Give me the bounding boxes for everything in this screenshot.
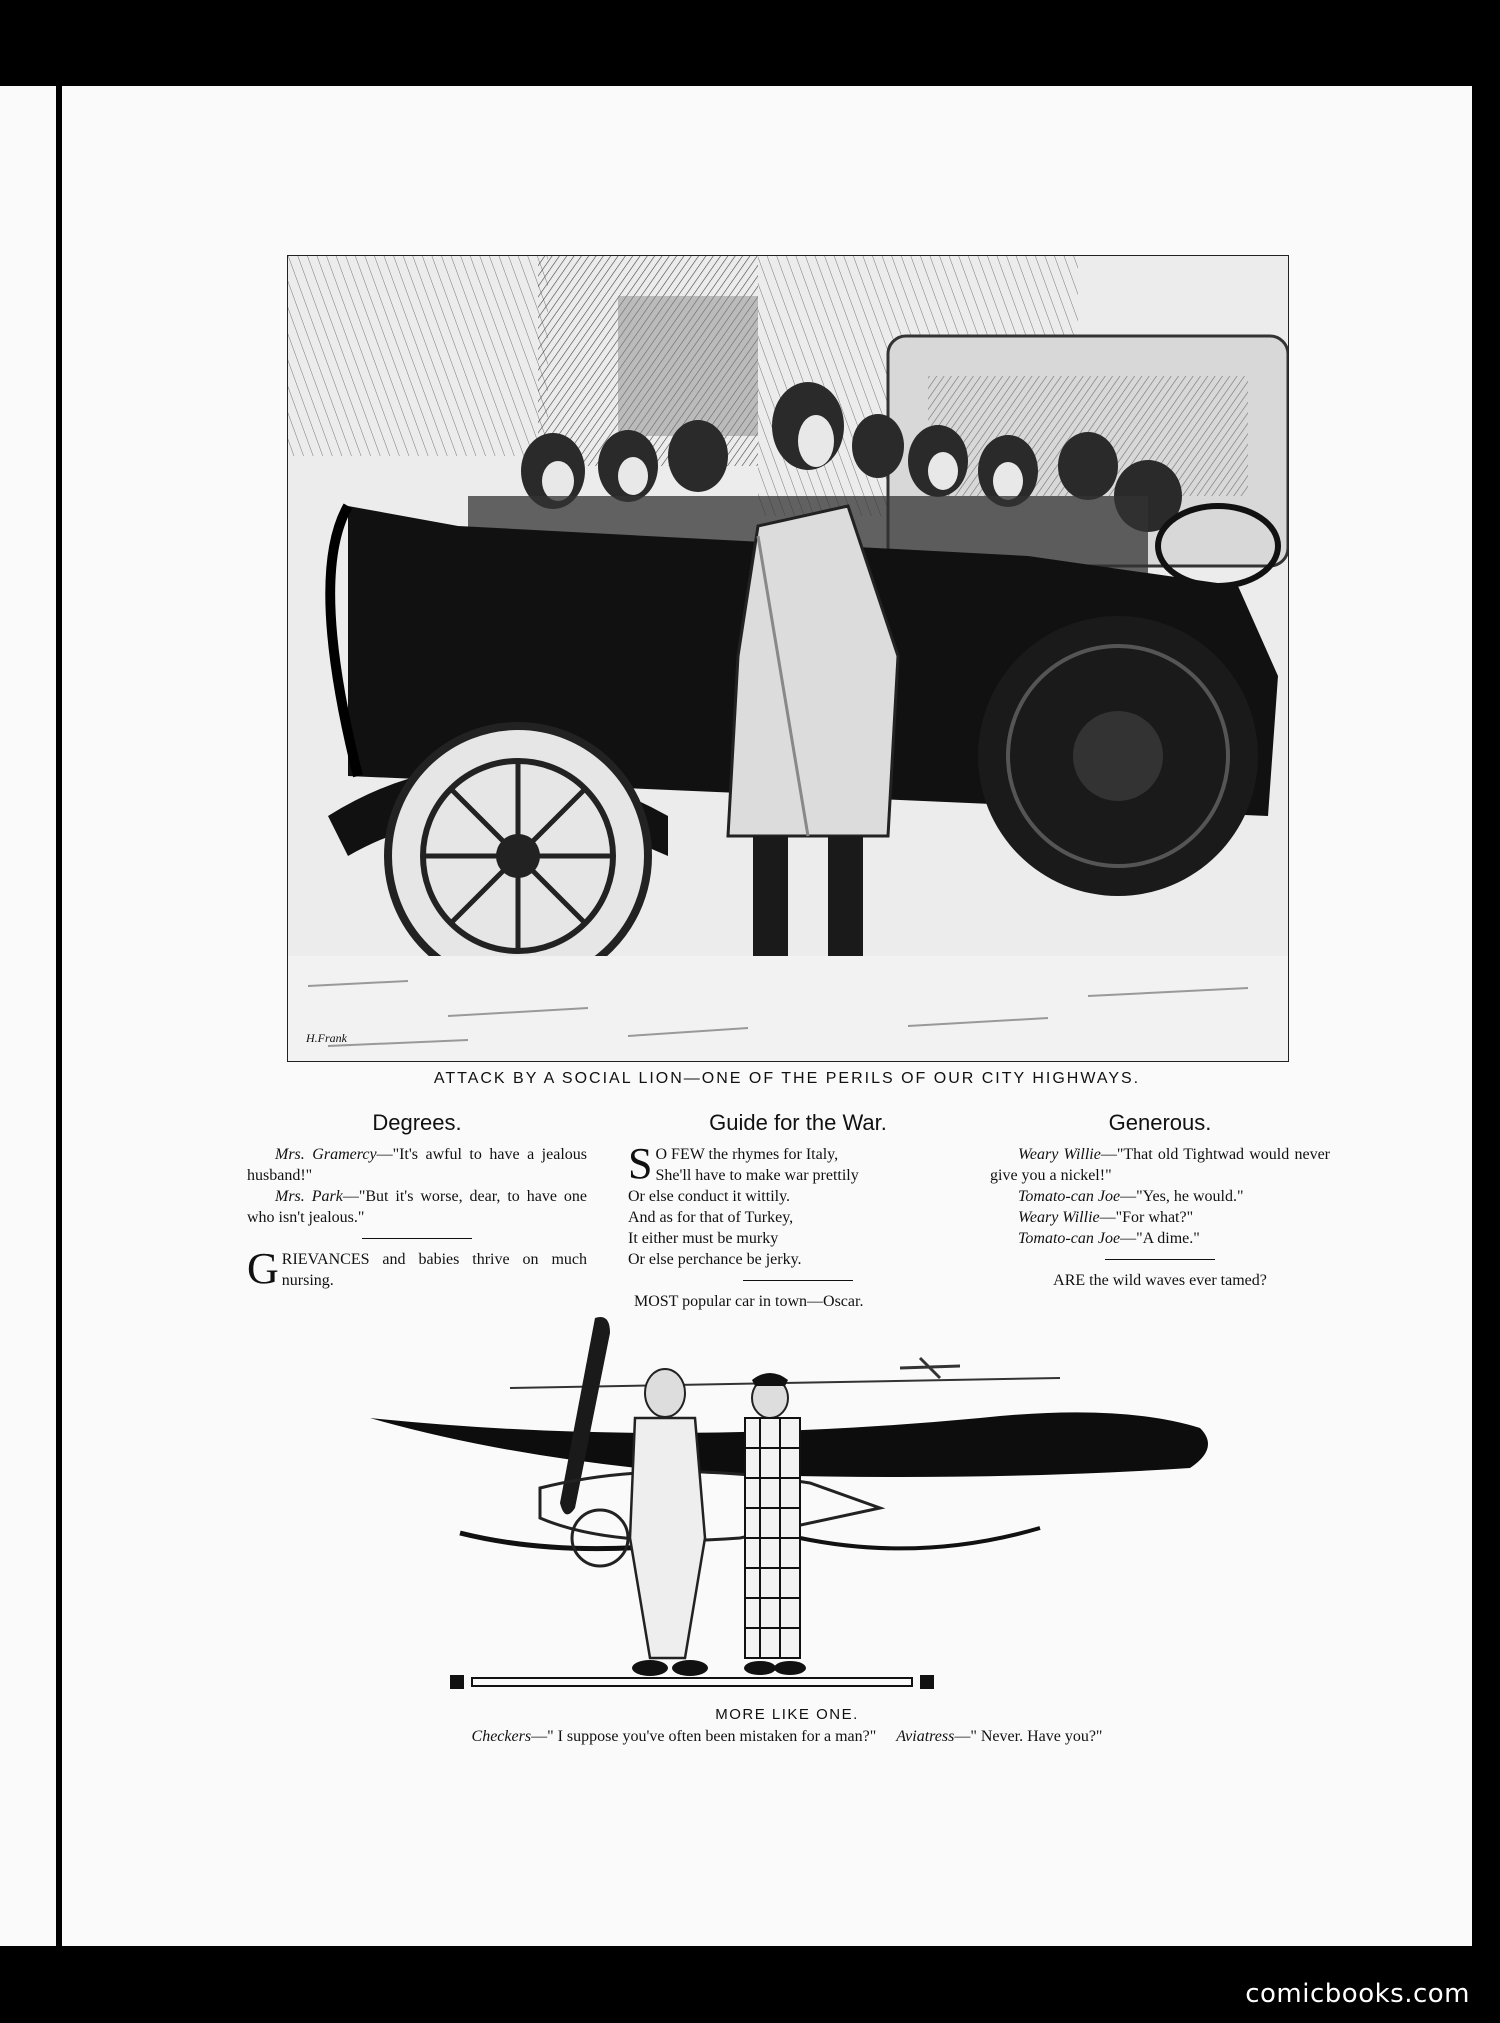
dialogue-line: Tomato-can Joe—"A dime." [1018, 1230, 1200, 1247]
verse-line: O FEW the rhymes for Italy, [655, 1146, 839, 1163]
facing-page-edge [0, 86, 56, 1946]
column-title: Degrees. [372, 1110, 462, 1135]
verse-line: Or else conduct it wittily. [628, 1188, 791, 1205]
artist-signature: H.Frank [306, 1031, 347, 1045]
dialogue-line: Tomato-can Joe—"Yes, he would." [1018, 1188, 1244, 1205]
divider [743, 1280, 853, 1281]
drop-cap: S [628, 1139, 653, 1188]
joke-line: ARE the wild waves ever tamed? [1053, 1272, 1267, 1289]
column-generous [990, 1110, 1330, 1291]
column-title: Guide for the War. [709, 1110, 887, 1135]
grievances-paragraph: GRIEVANCES and babies thrive on much nursing. [247, 1244, 587, 1293]
joke-line: MOST popular car in town—Oscar. [634, 1293, 864, 1310]
dialogue-line: Weary Willie—"That old Tightwad would never give you a nickel!" [990, 1146, 1331, 1184]
dialogue-line: Mrs. Park—"But it's worse, dear, to have one who isn't jealous." [247, 1188, 587, 1226]
site-watermark: comicbooks.com [1245, 1979, 1470, 2009]
illustration-caption: ATTACK BY A SOCIAL LION—ONE OF THE PERILS OF OUR CITY HIGHWAYS. [433, 1070, 1141, 1087]
cartoon-dialogue: Checkers—" I suppose you've often been mistaken for a man?" Aviatress—" Never. Have you?" [471, 1728, 1103, 1745]
dialogue-line: Mrs. Gramercy—"It's awful to have a jealous husband!" [247, 1146, 587, 1184]
verse-line: Or else perchance be jerky. [628, 1251, 802, 1268]
divider [1105, 1259, 1215, 1260]
illustration-car-scene [287, 255, 1289, 1062]
verse-line: And as for that of Turkey, [628, 1209, 794, 1226]
column-title: Generous. [1108, 1110, 1212, 1135]
dialogue-line: Weary Willie—"For what?" [1018, 1209, 1194, 1226]
column-degrees [247, 1110, 587, 1291]
verse-line: She'll have to make war prettily [655, 1167, 859, 1184]
verse-line: It either must be murky [628, 1230, 779, 1247]
cartoon-title: MORE LIKE ONE. [715, 1706, 859, 1723]
divider [362, 1238, 472, 1239]
column-guide-for-the-war [628, 1110, 968, 1312]
illustration-airplane [360, 1308, 1230, 1698]
